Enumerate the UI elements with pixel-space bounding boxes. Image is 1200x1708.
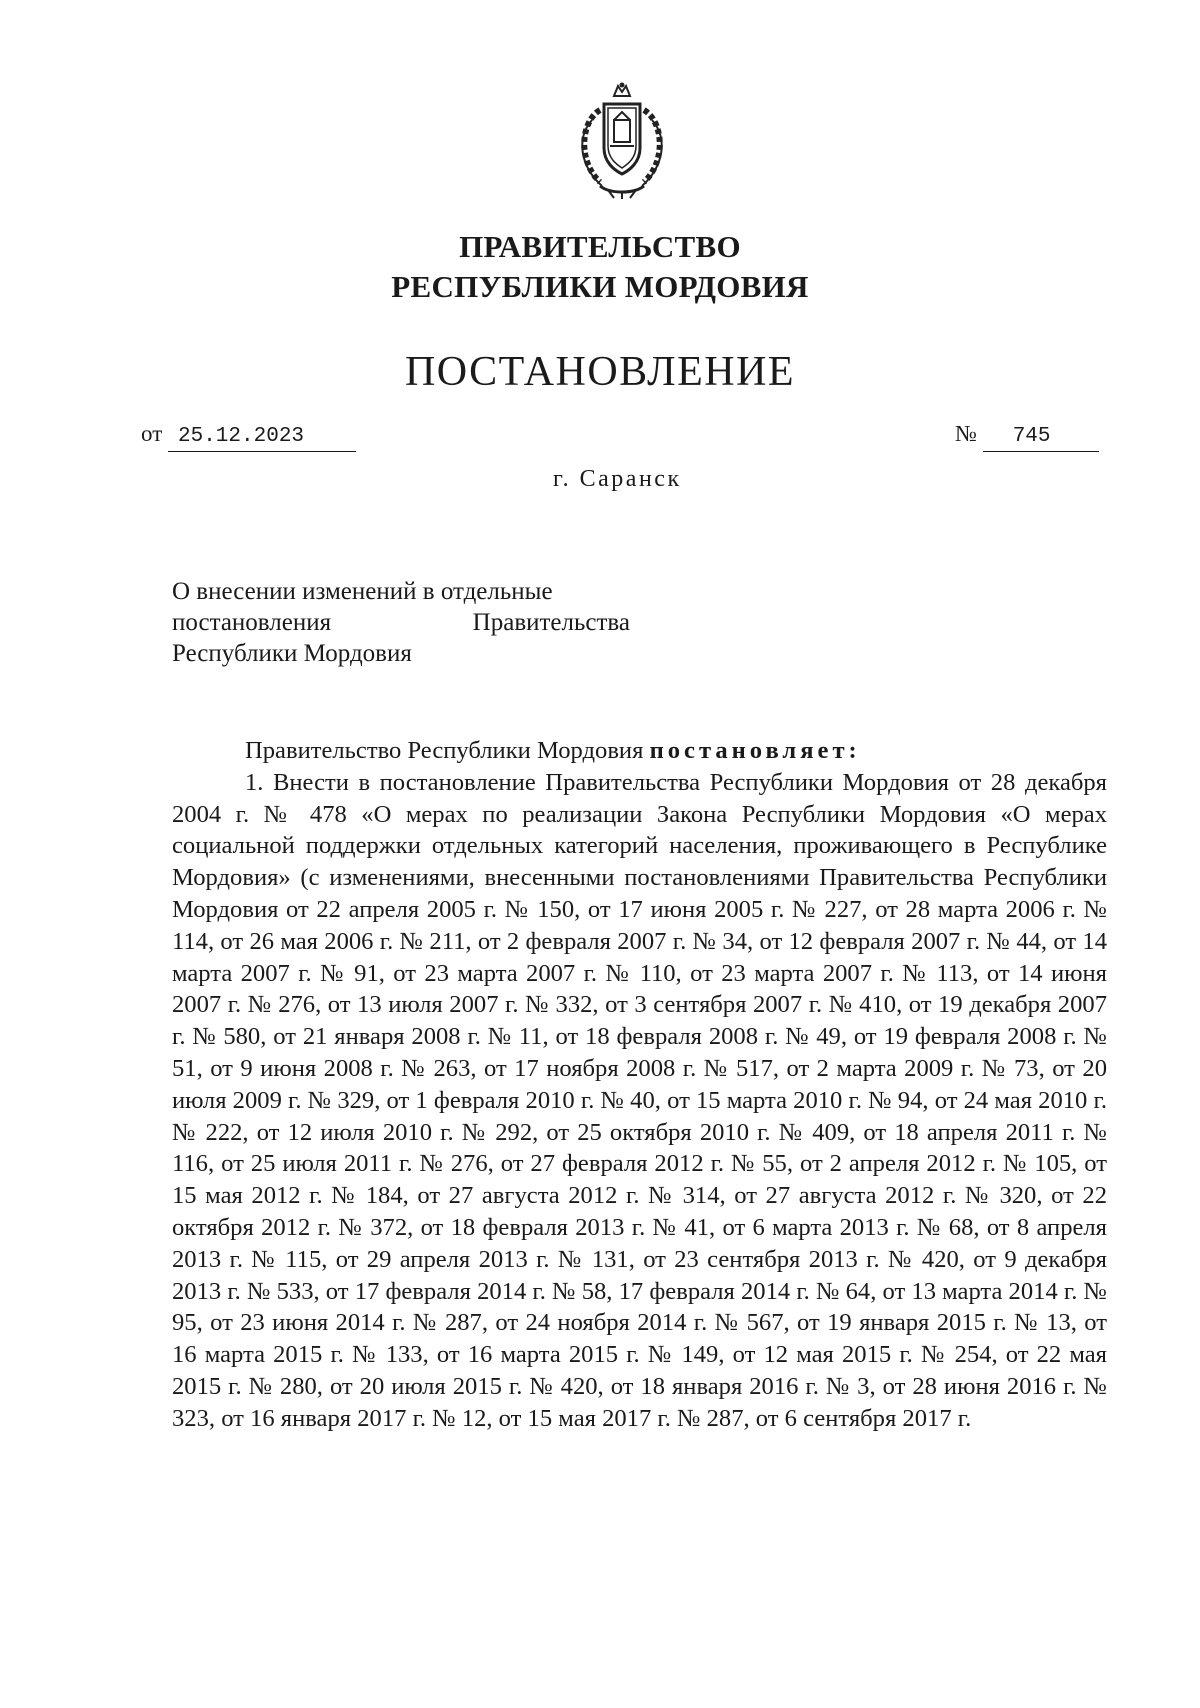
coat-of-arms-icon <box>570 82 674 200</box>
city-name: г. Саранск <box>553 466 682 492</box>
preamble-text: Правительство Республики Мордовия <box>245 737 644 764</box>
date-value: 25.12.2023 <box>168 423 356 452</box>
preamble-verb: постановляет: <box>649 737 861 764</box>
document-body <box>172 735 1107 1435</box>
subject-line3: Республики Мордовия <box>172 640 412 667</box>
document-type-title: ПОСТАНОВЛЕНИЕ <box>404 349 796 395</box>
date-prefix: от <box>141 421 163 446</box>
document-date <box>141 420 356 452</box>
number-prefix: № <box>955 421 977 446</box>
paragraph-1: 1. Внести в постановление Правительства Республики Мордовия от 28 декабря 2004 г. № 478 «О мерах по реализации Закона Республики Мордовия «О мерах социальной поддержки отдельных категорий населения, проживающего в Республике Мордовия» (с изменениями, внесенными постановлениями Правительства Республики Мордовия от 22 апреля 2005 г. № 150, от 17 июня 2005 г. № 227, от 28 марта 2006 г. № 114, от 26 мая 2006 г. № 211, от 2 февраля 2007 г. № 34, от 12 февраля 2007 г. № 44, от 14 марта 2007 г. № 91, от 23 марта 2007 г. № 110, от 23 марта 2007 г. № 113, от 14 июня 2007 г. № 276, от 13 июля 2007 г. № 332, от 3 сентября 2007 г. № 410, от 19 декабря 2007 г. № 580, от 21 января 2008 г. № 11, от 18 февраля 2008 г. № 49, от 19 февраля 2008 г. № 51, от 9 июня 2008 г. № 263, от 17 ноября 2008 г. № 517, от 2 марта 2009 г. № 73, от 20 июля 2009 г. № 329, от 1 февраля 2010 г. № 40, от 15 марта 2010 г. № 94, от 24 мая 2010 г. № 222, от 12 июля 2010 г. № 292, от 25 октября 2010 г. № 409, от 18 апреля 2011 г. № 116, от 25 июля 2011 г. № 276, от 27 февраля 2012 г. № 55, от 2 апреля 2012 г. № 105, от 15 мая 2012 г. № 184, от 27 августа 2012 г. № 314, от 27 августа 2012 г. № 320, от 22 октября 2012 г. № 372, от 18 февраля 2013 г. № 41, от 6 марта 2013 г. № 68, от 8 апреля 2013 г. № 115, от 29 апреля 2013 г. № 131, от 23 сентября 2013 г. № 420, от 9 декабря 2013 г. № 533, от 17 февраля 2014 г. № 58, 17 февраля 2014 г. № 64, от 13 марта 2014 г. № 95, от 23 июня 2014 г. № 287, от 24 ноября 2014 г. № 567, от 19 января 2015 г. № 13, от 16 марта 2015 г. № 133, от 16 марта 2015 г. № 149, от 12 мая 2015 г. № 254, от 22 мая 2015 г. № 280, от 20 июля 2015 г. № 420, от 18 января 2016 г. № 3, от 28 июня 2016 г. № 323, от 16 января 2017 г. № 12, от 15 мая 2017 г. № 287, от 6 сентября 2017 г. <box>172 768 1107 1432</box>
subject-line1: О внесении изменений в отдельные <box>172 578 553 605</box>
document-subject <box>172 576 630 669</box>
subject-line2: постановления Правительства <box>172 609 630 636</box>
preamble-paragraph <box>172 735 1107 767</box>
organization-name-line1: ПРАВИТЕЛЬСТВО <box>459 229 741 264</box>
document-number <box>955 420 1099 452</box>
number-value: 745 <box>983 423 1099 452</box>
organization-name-line2: РЕСПУБЛИКИ МОРДОВИЯ <box>391 269 809 304</box>
